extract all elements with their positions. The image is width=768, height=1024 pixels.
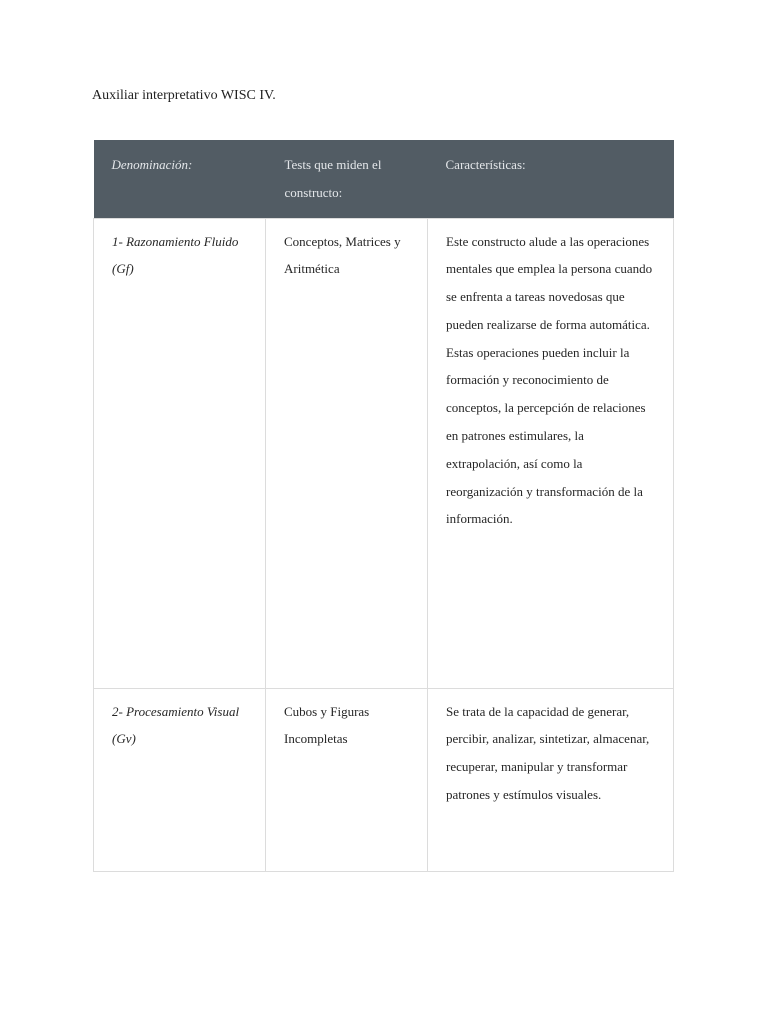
header-tests: Tests que miden el constructo: xyxy=(266,140,428,218)
table-header xyxy=(94,140,674,218)
table-body xyxy=(94,218,674,871)
header-denominacion: Denominación: xyxy=(94,140,266,218)
construct-description: Se trata de la capacidad de generar, percibir, analizar, sintetizar, almacenar, recuperar, manipular y transformar patrones y estímulos visuales. xyxy=(428,688,674,871)
table-row xyxy=(94,688,674,871)
construct-tests: Cubos y Figuras Incompletas xyxy=(266,688,428,871)
document-title: Auxiliar interpretativo WISC IV. xyxy=(92,88,276,103)
constructs-table xyxy=(93,140,674,872)
construct-tests: Conceptos, Matrices y Aritmética xyxy=(266,218,428,688)
table-header-row xyxy=(94,140,674,218)
header-caracteristicas: Características: xyxy=(428,140,674,218)
construct-name: 2- Procesamiento Visual (Gv) xyxy=(94,688,266,871)
table-row xyxy=(94,218,674,688)
construct-description: Este constructo alude a las operaciones mentales que emplea la persona cuando se enfrenta a tareas novedosas que pueden realizarse de forma automática. Estas operaciones pueden incluir la formación y reconocimiento de conceptos, la percepción de relaciones en patrones estimulares, la extrapolación, así como la reorganización y transformación de la información. xyxy=(428,218,674,688)
construct-name: 1- Razonamiento Fluido (Gf) xyxy=(94,218,266,688)
